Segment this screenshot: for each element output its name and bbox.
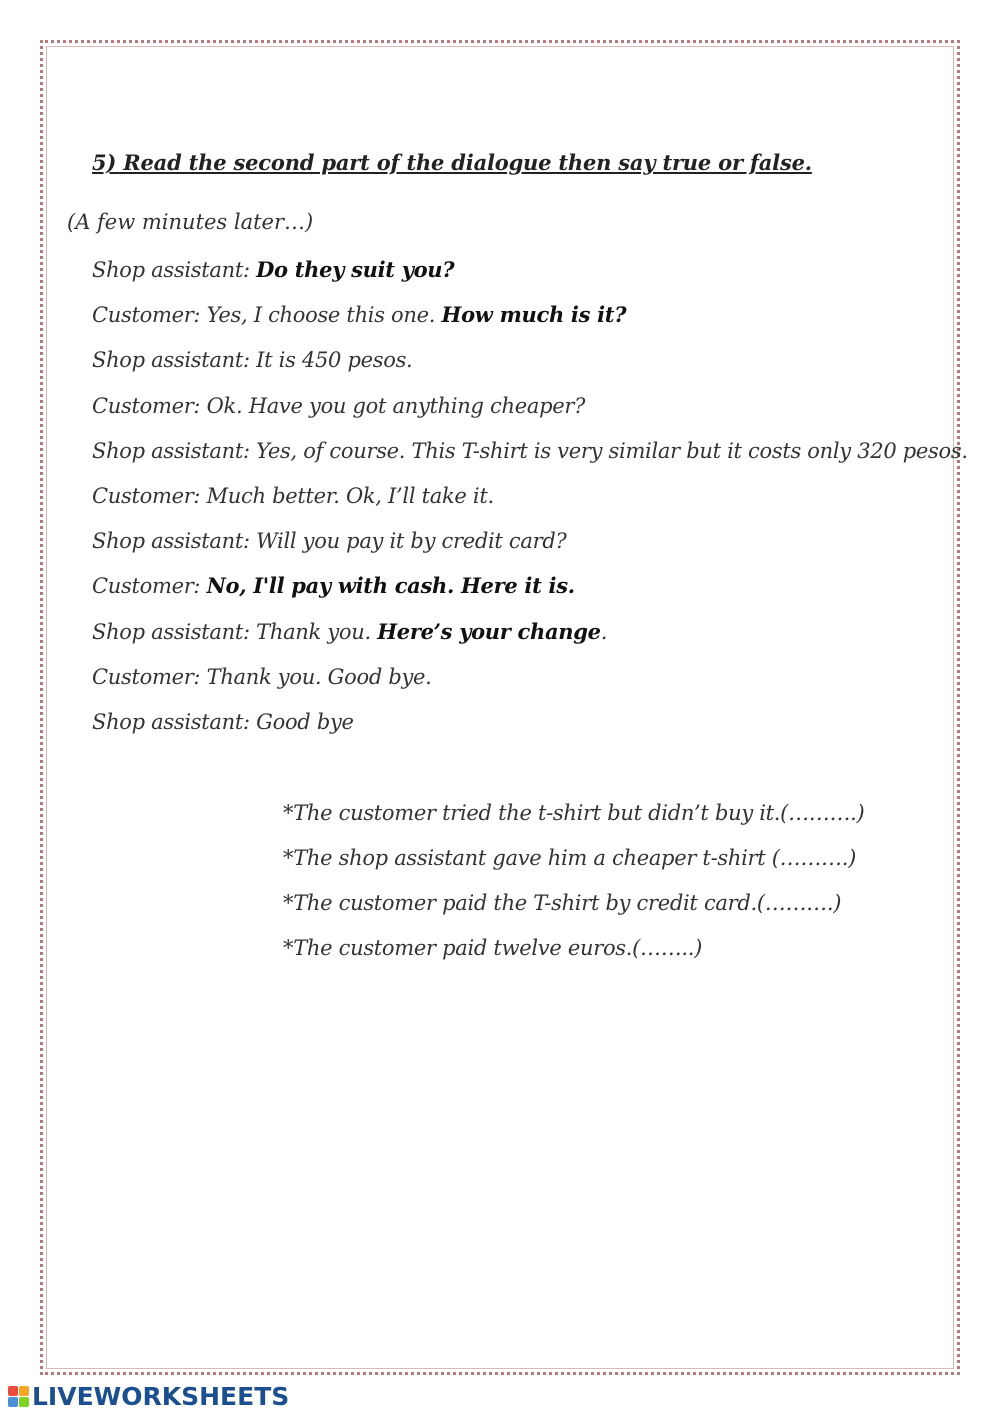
dialogue-line bbox=[92, 255, 968, 300]
line-text: It is 450 pesos. bbox=[256, 348, 413, 373]
speaker: Shop assistant: bbox=[92, 258, 250, 282]
speaker: Shop assistant: bbox=[92, 619, 250, 644]
speaker: Customer: bbox=[92, 574, 201, 599]
speaker: Shop assistant: bbox=[92, 348, 250, 373]
dialogue-line bbox=[92, 662, 968, 707]
bold-phrase: Do they suit you? bbox=[256, 257, 455, 282]
dialogue-line bbox=[92, 300, 968, 345]
line-text: Ok. Have you got anything cheaper? bbox=[206, 393, 586, 418]
line-text: Yes, I choose this one. bbox=[206, 303, 436, 328]
line-text: Good bye bbox=[256, 709, 354, 734]
dialogue-line bbox=[92, 526, 968, 571]
dialogue-list bbox=[92, 255, 968, 752]
liveworksheets-logo[interactable] bbox=[8, 1381, 289, 1411]
logo-square bbox=[8, 1397, 18, 1407]
statement-3: *The customer paid the T-shirt by credit card.(……….) bbox=[283, 891, 842, 915]
logo-squares-icon bbox=[8, 1386, 29, 1407]
speaker: Customer: bbox=[92, 393, 201, 418]
statement-4: *The customer paid twelve euros.(……..) bbox=[283, 936, 703, 960]
line-text: Will you pay it by credit card? bbox=[256, 529, 567, 554]
line-suffix: . bbox=[600, 619, 608, 644]
statement-1: *The customer tried the t-shirt but didn’t buy it.(……….) bbox=[283, 801, 865, 825]
line-text: Yes, of course. This T-shirt is very similar but it costs only 320 pesos. bbox=[256, 438, 968, 463]
bold-phrase: Here’s your change bbox=[377, 618, 601, 644]
bold-phrase: No, I'll pay with cash. Here it is. bbox=[206, 573, 575, 599]
logo-square bbox=[8, 1386, 18, 1396]
dialogue-line bbox=[92, 345, 968, 390]
logo-square bbox=[19, 1386, 29, 1396]
logo-text: LIVEWORKSHEETS bbox=[32, 1381, 290, 1411]
exercise-heading: 5) Read the second part of the dialogue then say true or false. bbox=[92, 150, 812, 175]
dialogue-line bbox=[92, 391, 968, 436]
speaker: Shop assistant: bbox=[92, 529, 250, 554]
speaker: Customer: bbox=[92, 664, 201, 689]
speaker: Customer: bbox=[92, 303, 201, 328]
dialogue-line bbox=[92, 617, 968, 662]
line-text: Much better. Ok, I’ll take it. bbox=[206, 483, 494, 508]
dialogue-intro: (A few minutes later…) bbox=[67, 210, 314, 234]
dialogue-line bbox=[92, 571, 968, 616]
speaker: Shop assistant: bbox=[92, 438, 250, 463]
dialogue-line bbox=[92, 481, 968, 526]
dialogue-line bbox=[92, 436, 968, 481]
speaker: Customer: bbox=[92, 483, 201, 508]
bold-phrase: How much is it? bbox=[441, 302, 627, 328]
dialogue-line bbox=[92, 707, 968, 752]
speaker: Shop assistant: bbox=[92, 709, 250, 734]
statement-2: *The shop assistant gave him a cheaper t-shirt (……….) bbox=[283, 846, 857, 870]
logo-square bbox=[19, 1397, 29, 1407]
true-false-statements bbox=[283, 798, 864, 978]
line-text: Thank you. Good bye. bbox=[206, 664, 432, 689]
line-text: Thank you. bbox=[256, 619, 371, 644]
